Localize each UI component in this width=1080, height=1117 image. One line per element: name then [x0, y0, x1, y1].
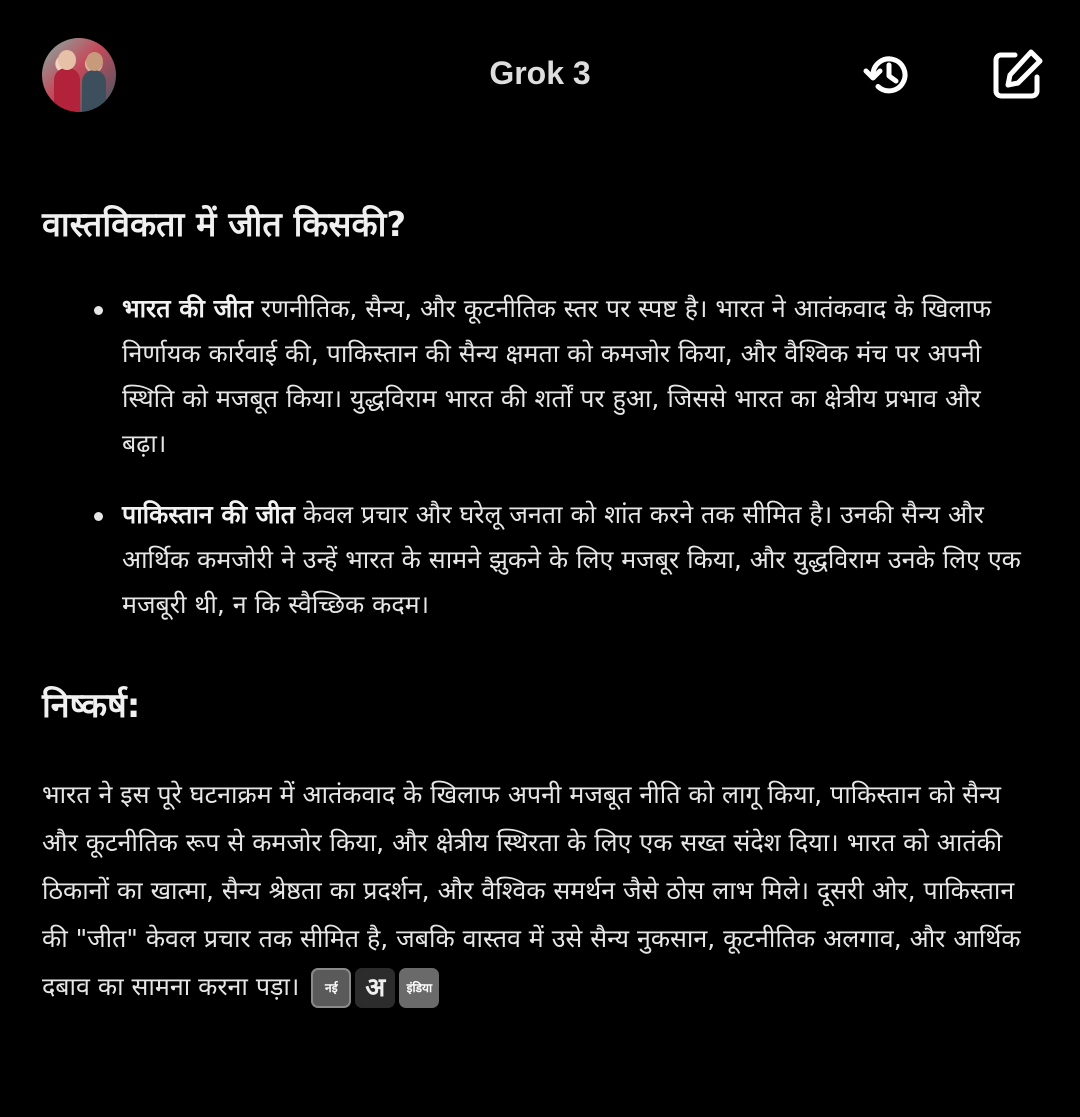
section-heading-victory: वास्तविकता में जीत किसकी? — [42, 205, 407, 245]
bullet-text: केवल प्रचार और घरेलू जनता को शांत करने तक सीमित है। उनकी सैन्य और आर्थिक कमजोरी ने उन्हें भारत के सामने झुकने के लिए मजबूर किया, और युद्धविराम उनके लिए एक मजबूरी थी, न कि स्वैच्छिक कदम। — [122, 500, 1021, 619]
history-button[interactable] — [860, 46, 918, 104]
new-chat-button[interactable] — [988, 46, 1046, 104]
section-heading-conclusion: निष्कर्ष: — [42, 686, 141, 726]
source-glyph: इंडिया — [406, 981, 433, 995]
app-title: Grok 3 — [489, 55, 591, 91]
bullet-text: रणनीतिक, सैन्य, और कूटनीतिक स्तर पर स्पष्ट है। भारत ने आतंकवाद के खिलाफ निर्णायक कार्रवाई की, पाकिस्तान की सैन्य क्षमता को कमजोर किया, और वैश्विक मंच पर अपनी स्थिति को मजबूत किया। युद्धविराम भारत की शर्तों पर हुआ, जिससे भारत का क्षेत्रीय प्रभाव और बढ़ा। — [122, 294, 992, 458]
top-bar — [0, 0, 1080, 150]
response-content — [42, 190, 1042, 1011]
news-source-icon[interactable] — [311, 968, 351, 1008]
conclusion-text: भारत ने इस पूरे घटनाक्रम में आतंकवाद के खिलाफ अपनी मजबूत नीति को लागू किया, पाकिस्तान को सैन्य और कूटनीतिक रूप से कमजोर किया, और क्षेत्रीय स्थिरता के लिए एक सख्त संदेश दिया। भारत को आतंकी ठिकानों का खात्मा, सैन्य श्रेष्ठता का प्रदर्शन, और वैश्विक समर्थन जैसे ठोस लाभ मिले। दूसरी ओर, पाकिस्तान की "जीत" केवल प्रचार तक सीमित है, जबकि वास्तव में उसे सैन्य नुकसान, कूटनीतिक अलगाव, और आर्थिक दबाव का सामना करना पड़ा। — [42, 780, 1021, 1001]
bullet-list — [42, 286, 1042, 627]
list-item — [122, 492, 1042, 627]
list-item — [122, 286, 1042, 466]
news-source-icon[interactable] — [399, 968, 439, 1008]
conclusion-paragraph — [42, 771, 1042, 1011]
source-glyph: नई — [325, 981, 338, 995]
news-source-icon[interactable] — [355, 968, 395, 1008]
bullet-bold-label: पाकिस्तान की जीत — [122, 500, 296, 529]
bullet-bold-label: भारत की जीत — [122, 294, 253, 323]
history-icon — [861, 47, 917, 103]
source-glyph: अ — [365, 973, 386, 1003]
edit-icon — [989, 47, 1045, 103]
